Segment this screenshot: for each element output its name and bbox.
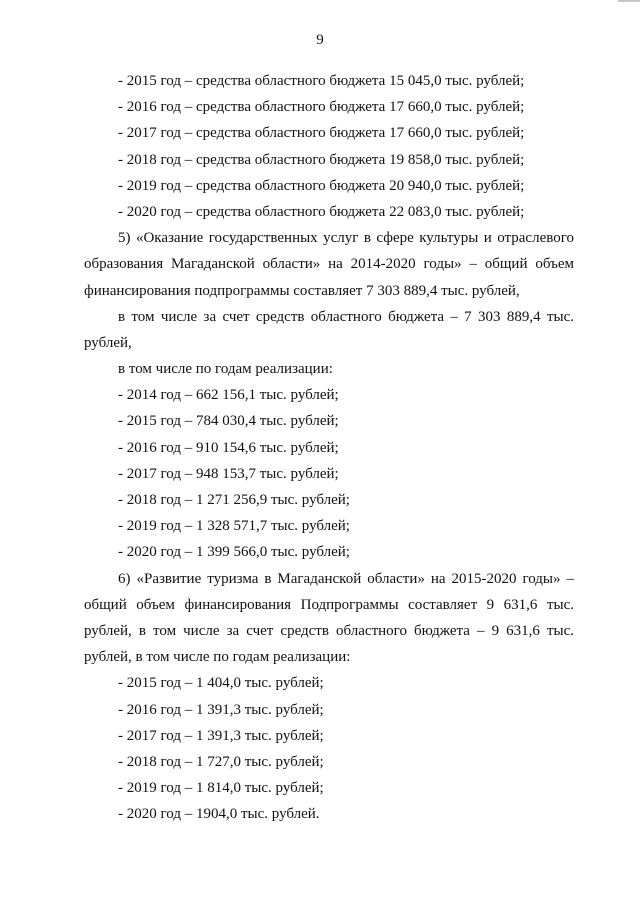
list-item: - 2017 год – 948 153,7 тыс. рублей; bbox=[118, 465, 339, 482]
section-5-line-1: 5) «Оказание государственных услуг в сфере культуры и отраслевого bbox=[118, 230, 574, 247]
section-6-line-2: общий объем финансирования Подпрограммы составляет 9 631,6 тыс. bbox=[84, 596, 574, 613]
section-6-line-1: 6) «Развитие туризма в Магаданской области» на 2015-2020 годы» – bbox=[118, 570, 574, 587]
list-item: - 2018 год – средства областного бюджета 19 858,0 тыс. рублей; bbox=[118, 151, 525, 168]
scan-corner-mark bbox=[618, 0, 640, 2]
list-item: - 2019 год – средства областного бюджета 20 940,0 тыс. рублей; bbox=[118, 177, 525, 194]
section-5 bbox=[84, 225, 574, 565]
list-item: - 2020 год – 1 399 566,0 тыс. рублей; bbox=[118, 544, 350, 561]
section-5-years-intro: в том числе по годам реализации: bbox=[118, 361, 333, 378]
list-item: - 2018 год – 1 271 256,9 тыс. рублей; bbox=[118, 492, 350, 508]
list-item: - 2017 год – 1 391,3 тыс. рублей; bbox=[118, 727, 324, 744]
page-number: 9 bbox=[316, 32, 324, 48]
list-item: - 2016 год – средства областного бюджета 17 660,0 тыс. рублей; bbox=[118, 99, 525, 116]
document-body bbox=[84, 68, 574, 827]
list-item: - 2015 год – средства областного бюджета 15 045,0 тыс. рублей; bbox=[118, 73, 525, 89]
list-item: - 2016 год – 1 391,3 тыс. рублей; bbox=[118, 701, 324, 718]
list-item: - 2019 год – 1 814,0 тыс. рублей; bbox=[118, 780, 324, 797]
section-6 bbox=[84, 566, 574, 828]
section-5-budget-line-1: в том числе за счет средств областного бюджета – 7 303 889,4 тыс. bbox=[118, 308, 574, 325]
section-5-budget-line-2: рублей, bbox=[84, 334, 132, 351]
list-item: - 2015 год – 1 404,0 тыс. рублей; bbox=[118, 675, 324, 692]
list-item: - 2020 год – 1904,0 тыс. рублей. bbox=[118, 806, 320, 823]
list-item: - 2020 год – средства областного бюджета 22 083,0 тыс. рублей; bbox=[118, 203, 525, 220]
section-5-line-2: образования Магаданской области» на 2014-2020 годы» – общий объем bbox=[84, 256, 574, 273]
list-item: - 2014 год – 662 156,1 тыс. рублей; bbox=[118, 387, 339, 404]
section-6-line-3: рублей, в том числе за счет средств областного бюджета – 9 631,6 тыс. bbox=[84, 622, 574, 639]
list-item: - 2016 год – 910 154,6 тыс. рублей; bbox=[118, 439, 339, 456]
list-item: - 2019 год – 1 328 571,7 тыс. рублей; bbox=[118, 518, 350, 535]
section-6-line-4: рублей, в том числе по годам реализации: bbox=[84, 649, 351, 666]
regional-budget-list bbox=[84, 68, 574, 225]
section-5-line-3: финансирования подпрограммы составляет 7 303 889,4 тыс. рублей, bbox=[84, 282, 520, 299]
list-item: - 2017 год – средства областного бюджета 17 660,0 тыс. рублей; bbox=[118, 125, 525, 142]
list-item: - 2018 год – 1 727,0 тыс. рублей; bbox=[118, 753, 324, 770]
list-item: - 2015 год – 784 030,4 тыс. рублей; bbox=[118, 413, 339, 430]
